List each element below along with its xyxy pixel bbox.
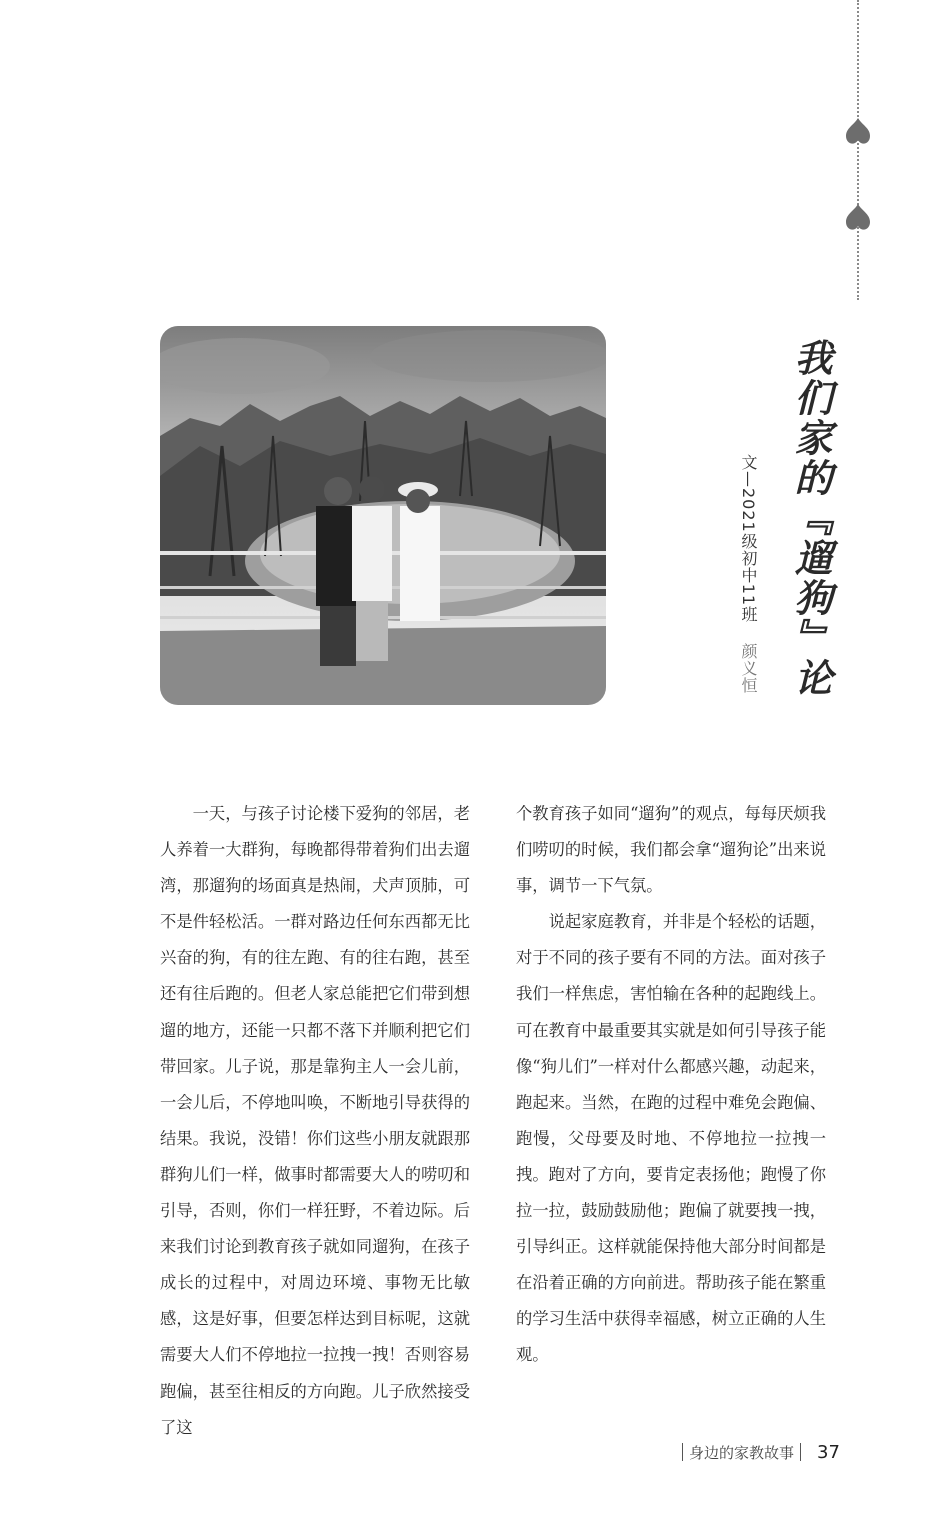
author-name: 颜义恒 <box>739 643 758 695</box>
section-name: 身边的家教故事 <box>689 1443 795 1462</box>
family-photo <box>160 326 606 705</box>
article-title: 我们家的『遛狗』论 <box>788 338 833 698</box>
page-number: 37 <box>817 1441 840 1463</box>
decorative-dotted-line <box>857 0 859 300</box>
byline <box>730 454 760 694</box>
body-paragraph: 个教育孩子如同“遛狗”的观点，每每厌烦我们唠叨的时候，我们都会拿“遛狗论”出来说事，调节一下气氛。 <box>516 804 826 896</box>
body-paragraph: 说起家庭教育，并非是个轻松的话题，对于不同的孩子要有不同的方法。面对孩子我们一样焦虑，害怕输在各种的起跑线上。可在教育中最重要其实就是如何引导孩子能像“狗儿们”一样对什么都感兴趣，动起来，跑起来。当然，在跑的过程中难免会跑偏、跑慢，父母要及时地、不停地拉一拉拽一拽。跑对了方向，要肯定表扬他；跑慢了你拉一拉，鼓励鼓励他；跑偏了就要拽一拽，引导纠正。这样就能保持他大部分时间都是在沿着正确的方向前进。帮助孩子能在繁重的学习生活中获得幸福感，树立正确的人生观。 <box>516 912 826 1365</box>
body-paragraph: 一天，与孩子讨论楼下爱狗的邻居，老人养着一大群狗，每晚都得带着狗们出去遛湾，那遛狗的场面真是热闹，犬声顶肺，可不是件轻松活。一群对路边任何东西都无比兴奋的狗，有的往左跑、有的往右跑，甚至还有往后跑的。但老人家总能把它们带到想遛的地方，还能一只都不落下并顺利把它们带回家。儿子说，那是靠狗主人一会儿前，一会儿后，不停地叫唤，不断地引导获得的结果。我说，没错！你们这些小朋友就跟那群狗儿们一样，做事时都需要大人的唠叨和引导，否则，你们一样狂野，不着边际。后来我们讨论到教育孩子就如同遛狗，在孩子成长的过程中，对周边环境、事物无比敏感，这是好事，但要怎样达到目标呢，这就需要大人们不停地拉一拉拽一拽！否则容易跑偏，甚至往相反的方向跑。儿子欣然接受了这 <box>160 804 470 1437</box>
byline-class: 文—2021级初中11班 <box>739 454 758 624</box>
heart-icon <box>844 202 872 234</box>
body-column-left <box>160 796 470 1446</box>
heart-icon <box>844 116 872 148</box>
body-column-right <box>516 796 826 1374</box>
divider <box>800 1443 801 1461</box>
page-footer <box>676 1439 840 1465</box>
divider <box>682 1443 683 1461</box>
